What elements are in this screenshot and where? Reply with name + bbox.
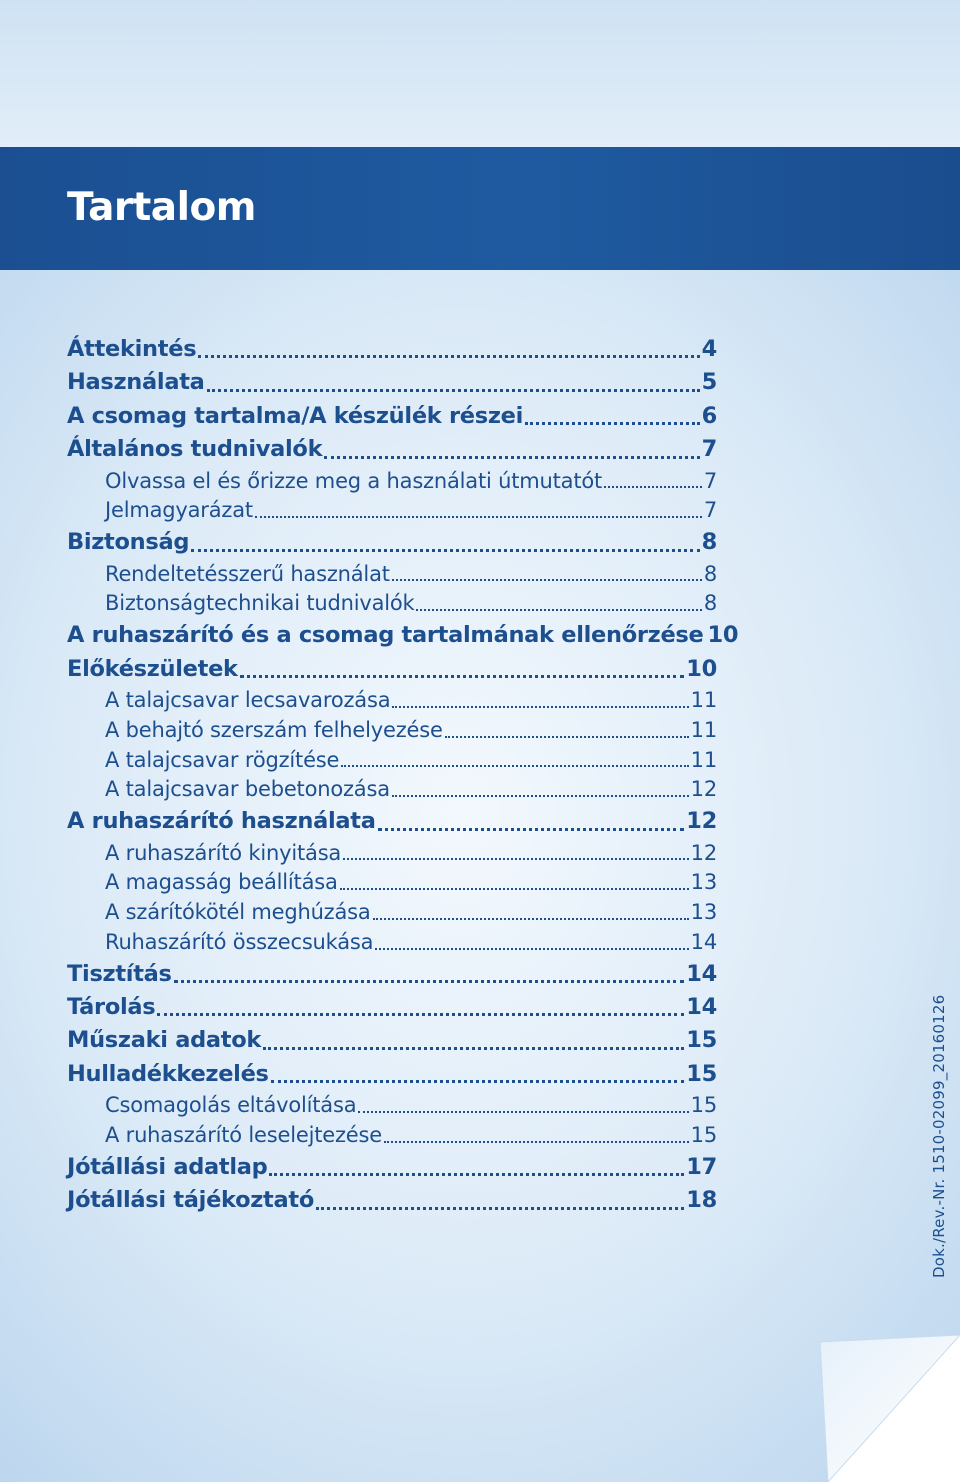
toc-leader-dots [378,805,685,838]
toc-entry-title: Általános tudnivalók [67,436,323,463]
toc-entry-title: Biztonságtechnikai tudnivalók [105,591,415,616]
toc-page-number: 8 [703,561,717,586]
toc-entry-title: A csomag tartalma/A készülék részei [67,402,523,429]
toc-leader-dots [604,467,702,497]
toc-subentry[interactable] [67,839,717,869]
toc-subentry[interactable] [67,467,717,497]
toc-leader-dots [358,1091,688,1121]
toc-page-number: 5 [701,369,717,396]
background-top [0,0,960,150]
toc-entry-title: A talajcsavar rögzítése [105,747,340,772]
toc-page-number: 15 [690,1123,717,1148]
toc-entry-title: Biztonság [67,529,190,556]
table-of-contents [67,333,739,1218]
toc-page-number: 11 [690,717,717,742]
toc-page-number: 8 [703,591,717,616]
toc-page-number: 12 [690,777,717,802]
toc-entry-title: Hulladékkezelés [67,1060,269,1087]
toc-entry[interactable] [67,433,717,466]
toc-entry-title: Tisztítás [67,960,172,987]
toc-entry-title: Jelmagyarázat [105,498,253,523]
toc-entry-title: Tárolás [67,994,156,1021]
toc-entry-title: Előkészületek [67,655,238,682]
toc-leader-dots [343,839,689,869]
toc-page-number: 12 [686,808,717,835]
toc-page-number: 10 [707,622,739,649]
toc-leader-dots [392,686,688,716]
toc-page-number: 14 [686,960,717,987]
toc-leader-dots [375,928,688,958]
toc-subentry[interactable] [67,928,717,958]
toc-leader-dots [263,1024,684,1057]
toc-leader-dots [198,333,699,366]
toc-entry-title: Jótállási adatlap [67,1153,268,1180]
toc-subentry[interactable] [67,898,717,928]
toc-entry[interactable] [67,366,717,399]
toc-leader-dots [157,991,684,1024]
toc-entry[interactable] [67,619,739,652]
toc-page-number: 10 [686,655,717,682]
toc-leader-dots [207,366,700,399]
toc-entry[interactable] [67,526,717,559]
toc-entry-title: A szárítókötél meghúzása [105,900,371,925]
toc-leader-dots [316,1184,684,1217]
toc-page-number: 17 [686,1153,717,1180]
toc-page-number: 18 [686,1187,717,1214]
toc-page-number: 15 [686,1027,717,1054]
toc-entry-title: A magasság beállítása [105,870,338,895]
toc-subentry[interactable] [67,589,717,619]
toc-leader-dots [324,433,699,466]
toc-entry-title: Jótállási tájékoztató [67,1187,314,1214]
toc-page-number: 7 [703,468,717,493]
toc-entry-title: A ruhaszárító és a csomag tartalmának ellenőrzése [67,622,704,649]
toc-leader-dots [269,1151,684,1184]
toc-page-number: 6 [701,402,717,429]
toc-page-number: 15 [690,1093,717,1118]
toc-subentry[interactable] [67,496,717,526]
toc-entry[interactable] [67,1151,717,1184]
toc-entry-title: A talajcsavar lecsavarozása [105,687,391,712]
toc-leader-dots [525,400,700,433]
toc-page-number: 7 [703,498,717,523]
toc-leader-dots [373,898,689,928]
toc-entry[interactable] [67,805,717,838]
toc-subentry[interactable] [67,686,717,716]
toc-page-number: 4 [701,336,717,362]
toc-entry-title: Használata [67,369,205,396]
toc-page-number: 11 [690,687,717,712]
toc-leader-dots [341,746,688,776]
toc-subentry[interactable] [67,868,717,898]
toc-leader-dots [340,868,689,898]
toc-leader-dots [255,496,702,526]
toc-page-number: 8 [701,529,717,556]
toc-subentry[interactable] [67,1121,717,1151]
page-title: Tartalom [67,185,256,230]
toc-entry[interactable] [67,1024,717,1057]
toc-leader-dots [416,589,701,619]
toc-entry-title: Olvassa el és őrizze meg a használati útmutatót [105,468,603,493]
toc-page-number: 15 [686,1060,717,1087]
curl-underside [828,1335,960,1482]
toc-page-number: 12 [690,840,717,865]
toc-subentry[interactable] [67,1091,717,1121]
toc-leader-dots [392,775,689,805]
toc-leader-dots [392,560,702,590]
toc-entry[interactable] [67,1058,717,1091]
toc-page-number: 13 [690,870,717,895]
toc-entry[interactable] [67,333,717,366]
toc-entry[interactable] [67,653,717,686]
toc-subentry[interactable] [67,775,717,805]
toc-entry-title: Ruhaszárító összecsukása [105,929,374,954]
toc-subentry[interactable] [67,716,717,746]
toc-entry-title: A talajcsavar bebetonozása [105,777,390,802]
toc-leader-dots [384,1121,689,1151]
toc-leader-dots [174,958,685,991]
toc-page-number: 14 [690,929,717,954]
toc-page-number: 14 [686,994,717,1021]
toc-page-number: 11 [690,747,717,772]
toc-entry-title: Áttekintés [67,336,197,362]
toc-entry[interactable] [67,991,717,1024]
toc-page-number: 7 [701,436,717,463]
toc-leader-dots [445,716,689,746]
toc-entry-title: Műszaki adatok [67,1027,262,1054]
toc-entry-title: Csomagolás eltávolítása [105,1093,357,1118]
toc-entry-title: A ruhaszárító kinyitása [105,840,342,865]
toc-entry[interactable] [67,958,717,991]
toc-page-number: 13 [690,900,717,925]
toc-entry-title: A ruhaszárító használata [67,808,376,835]
toc-subentry[interactable] [67,560,717,590]
toc-leader-dots [271,1058,685,1091]
toc-leader-dots [240,653,685,686]
toc-entry-title: A behajtó szerszám felhelyezése [105,717,443,742]
toc-leader-dots [191,526,699,559]
document-reference: Dok./Rev.-Nr. 1510-02099_20160126 [930,994,948,1278]
toc-subentry[interactable] [67,746,717,776]
toc-entry-title: Rendeltetésszerű használat [105,561,390,586]
toc-entry-title: A ruhaszárító leselejtezése [105,1123,382,1148]
curl-flap [820,1335,960,1482]
toc-entry[interactable] [67,1184,717,1217]
toc-entry[interactable] [67,400,717,433]
